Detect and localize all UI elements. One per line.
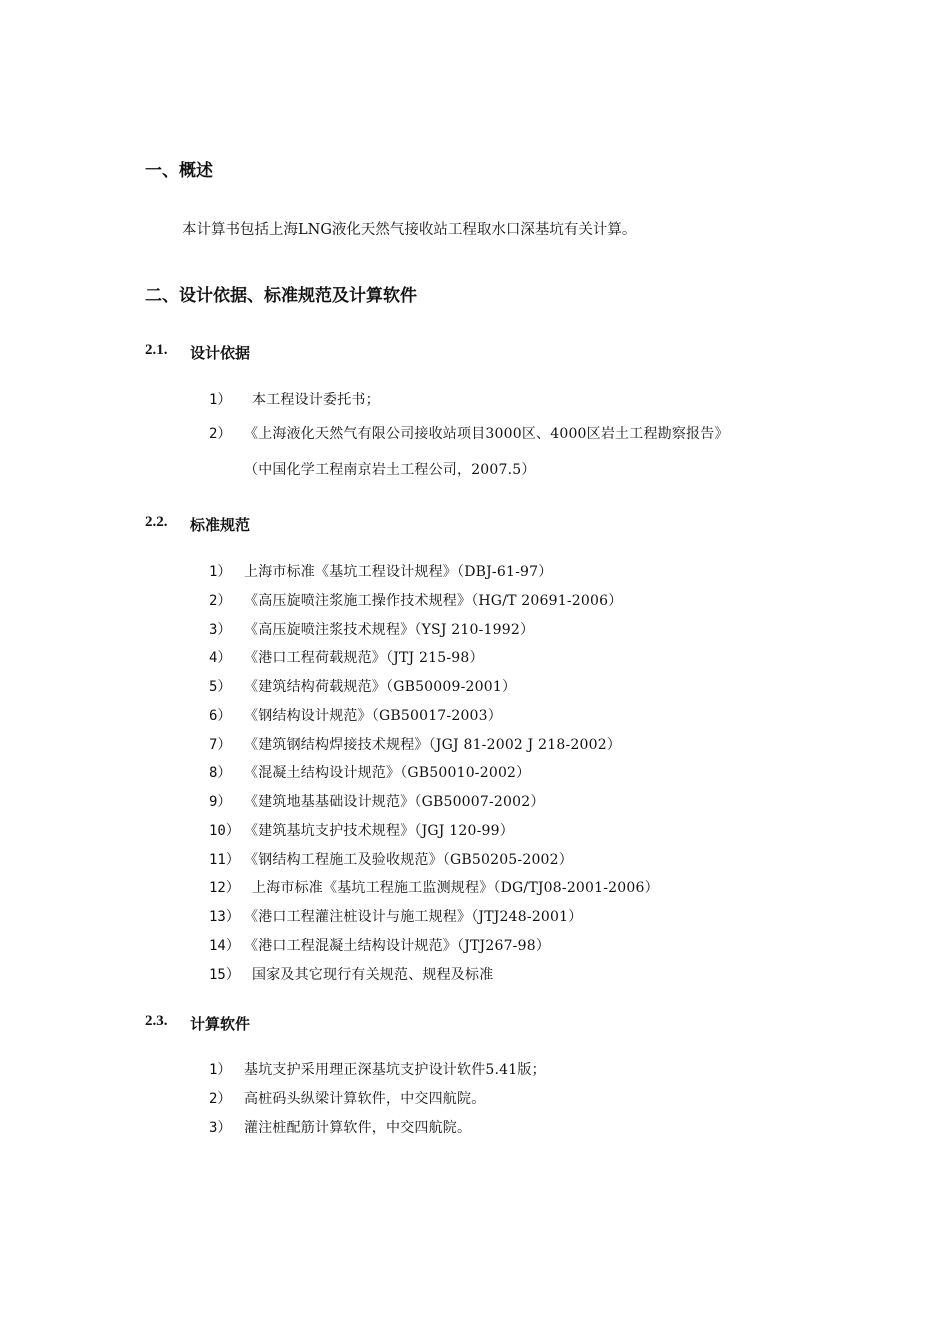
subsection-2-1-title: 设计依据 — [190, 344, 251, 362]
list-item-text: 《港口工程荷载规范》（JTJ 215-98） — [244, 650, 484, 666]
list-item-text: 《建筑基坑支护技术规程》（JGJ 120-99） — [244, 823, 514, 839]
list-item-text: 《建筑钢结构焊接技术规程》（JGJ 81-2002 J 218-2002） — [244, 737, 622, 753]
list-item-number: 3） — [209, 1120, 232, 1136]
list-item-number: 1） — [209, 392, 232, 408]
subsection-2-2-number: 2.2. — [145, 514, 168, 530]
list-item-number: 12） — [209, 880, 240, 896]
list-item-text: 高桩码头纵梁计算软件，中交四航院。 — [244, 1091, 486, 1107]
list-item-number: 10） — [209, 823, 240, 839]
list-item-text: 本工程设计委托书； — [252, 392, 380, 408]
section-1-heading: 一、概述 — [145, 161, 213, 181]
subsection-2-3-number: 2.3. — [145, 1013, 168, 1029]
section-2-heading: 二、设计依据、标准规范及计算软件 — [145, 286, 417, 306]
list-item-text: 《高压旋喷注浆技术规程》（YSJ 210-1992） — [244, 622, 535, 638]
list-item-text: 《建筑地基基础设计规范》（GB50007-2002） — [244, 794, 545, 810]
list-item-number: 14） — [209, 938, 240, 954]
list-item-number: 2） — [209, 426, 232, 442]
list-item-number: 2） — [209, 1091, 232, 1107]
list-item-text: 灌注桩配筋计算软件，中交四航院。 — [244, 1120, 472, 1136]
list-item-text: 《港口工程混凝土结构设计规范》（JTJ267-98） — [244, 938, 551, 954]
list-item-number: 15） — [209, 967, 240, 983]
list-item-text: 基坑支护采用理正深基坑支护设计软件5.41版； — [244, 1062, 546, 1078]
section-1-paragraph: 本计算书包括上海LNG液化天然气接收站工程取水口深基坑有关计算。 — [182, 222, 637, 238]
list-item-number: 5） — [209, 679, 232, 695]
list-item-number: 1） — [209, 1062, 232, 1078]
list-item-text: 《钢结构设计规范》（GB50017-2003） — [244, 708, 502, 724]
subsection-2-2-title: 标准规范 — [190, 516, 251, 534]
list-item-number: 7） — [209, 737, 232, 753]
list-item-text: 《上海液化天然气有限公司接收站项目3000区、4000区岩土工程勘察报告》 — [244, 426, 729, 442]
list-item-text: 《高压旋喷注浆施工操作技术规程》（HG/T 20691-2006） — [244, 593, 623, 609]
list-item-text: 《混凝土结构设计规范》（GB50010-2002） — [244, 765, 531, 781]
list-item-text: 《建筑结构荷载规范》（GB50009-2001） — [244, 679, 517, 695]
list-item-continuation: （中国化学工程南京岩土工程公司，2007.5） — [244, 462, 536, 478]
list-item-text: 上海市标准《基坑工程设计规程》（DBJ-61-97） — [244, 564, 553, 580]
list-item-number: 9） — [209, 794, 232, 810]
subsection-2-3-title: 计算软件 — [190, 1015, 251, 1033]
list-item-text: 《港口工程灌注桩设计与施工规程》（JTJ248-2001） — [244, 909, 583, 925]
list-item-number: 6） — [209, 708, 232, 724]
list-item-number: 4） — [209, 650, 232, 666]
list-item-text: 《钢结构工程施工及验收规范》（GB50205-2002） — [244, 852, 573, 868]
list-item-number: 1） — [209, 564, 232, 580]
list-item-number: 8） — [209, 765, 232, 781]
list-item-text: 上海市标准《基坑工程施工监测规程》（DG/TJ08-2001-2006） — [252, 880, 659, 896]
list-item-text: 国家及其它现行有关规范、规程及标准 — [252, 967, 494, 983]
list-item-number: 13） — [209, 909, 240, 925]
list-item-number: 2） — [209, 593, 232, 609]
list-item-number: 11） — [209, 852, 240, 868]
list-item-number: 3） — [209, 622, 232, 638]
subsection-2-1-number: 2.1. — [145, 342, 168, 358]
